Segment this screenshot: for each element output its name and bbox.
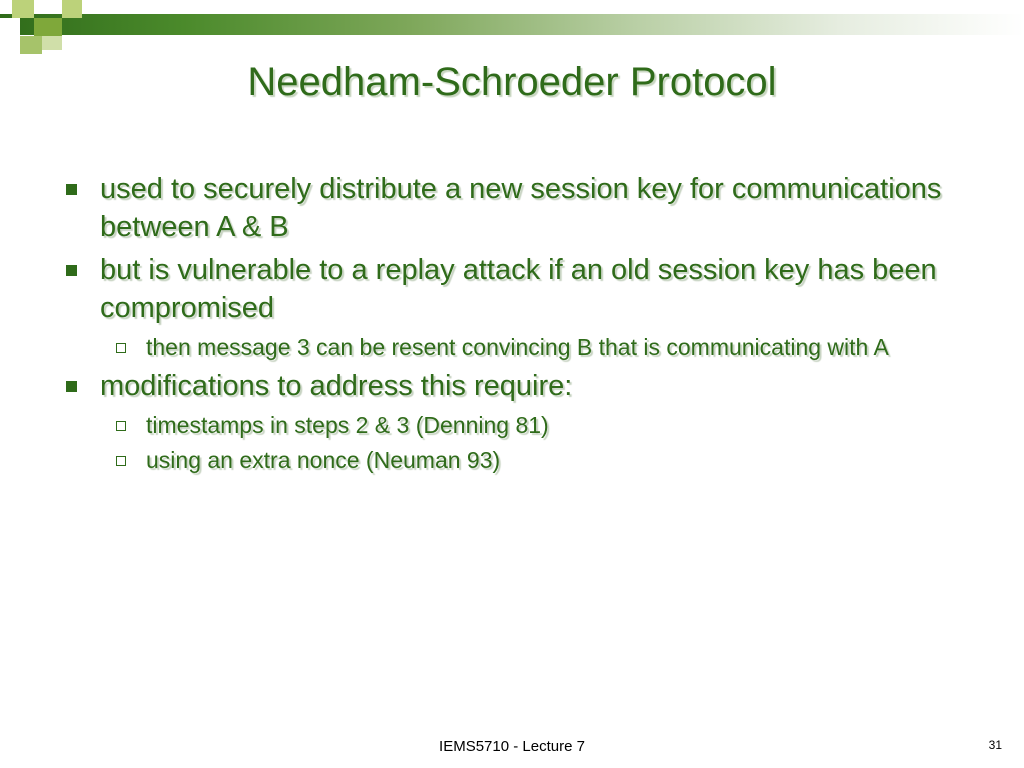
decorative-square: [20, 36, 42, 54]
sub-bullet-item: [60, 332, 960, 363]
decorative-square: [0, 18, 20, 36]
slide-title: Needham-Schroeder Protocol: [247, 60, 777, 104]
bullet-text: modifications to address this require:: [100, 370, 573, 402]
decorative-square: [42, 36, 62, 50]
bullet-list: [60, 170, 960, 480]
bullet-item: [60, 170, 960, 246]
decorative-square: [12, 0, 34, 18]
bullet-text: but is vulnerable to a replay attack if an old session key has been compromised: [100, 254, 937, 324]
filled-square-bullet-icon: [66, 265, 77, 276]
sub-bullet-item: [60, 410, 960, 441]
filled-square-bullet-icon: [66, 184, 77, 195]
hollow-square-bullet-icon: [116, 456, 126, 466]
decorative-square: [62, 0, 82, 18]
page-number: 31: [988, 738, 1002, 752]
sub-bullet-text: then message 3 can be resent convincing B that is communicating with A: [146, 334, 889, 360]
bullet-item: [60, 367, 960, 405]
bullet-item: [60, 251, 960, 327]
filled-square-bullet-icon: [66, 381, 77, 392]
sub-bullet-item: [60, 445, 960, 476]
header-gradient-bar: [0, 14, 1024, 35]
slide-footer: IEMS5710 - Lecture 7: [439, 738, 585, 755]
hollow-square-bullet-icon: [116, 421, 126, 431]
hollow-square-bullet-icon: [116, 343, 126, 353]
bullet-text: used to securely distribute a new session key for communications between A & B: [100, 173, 942, 243]
sub-bullet-text: using an extra nonce (Neuman 93): [146, 447, 501, 473]
sub-bullet-text: timestamps in steps 2 & 3 (Denning 81): [146, 412, 549, 438]
decorative-square: [34, 18, 62, 36]
